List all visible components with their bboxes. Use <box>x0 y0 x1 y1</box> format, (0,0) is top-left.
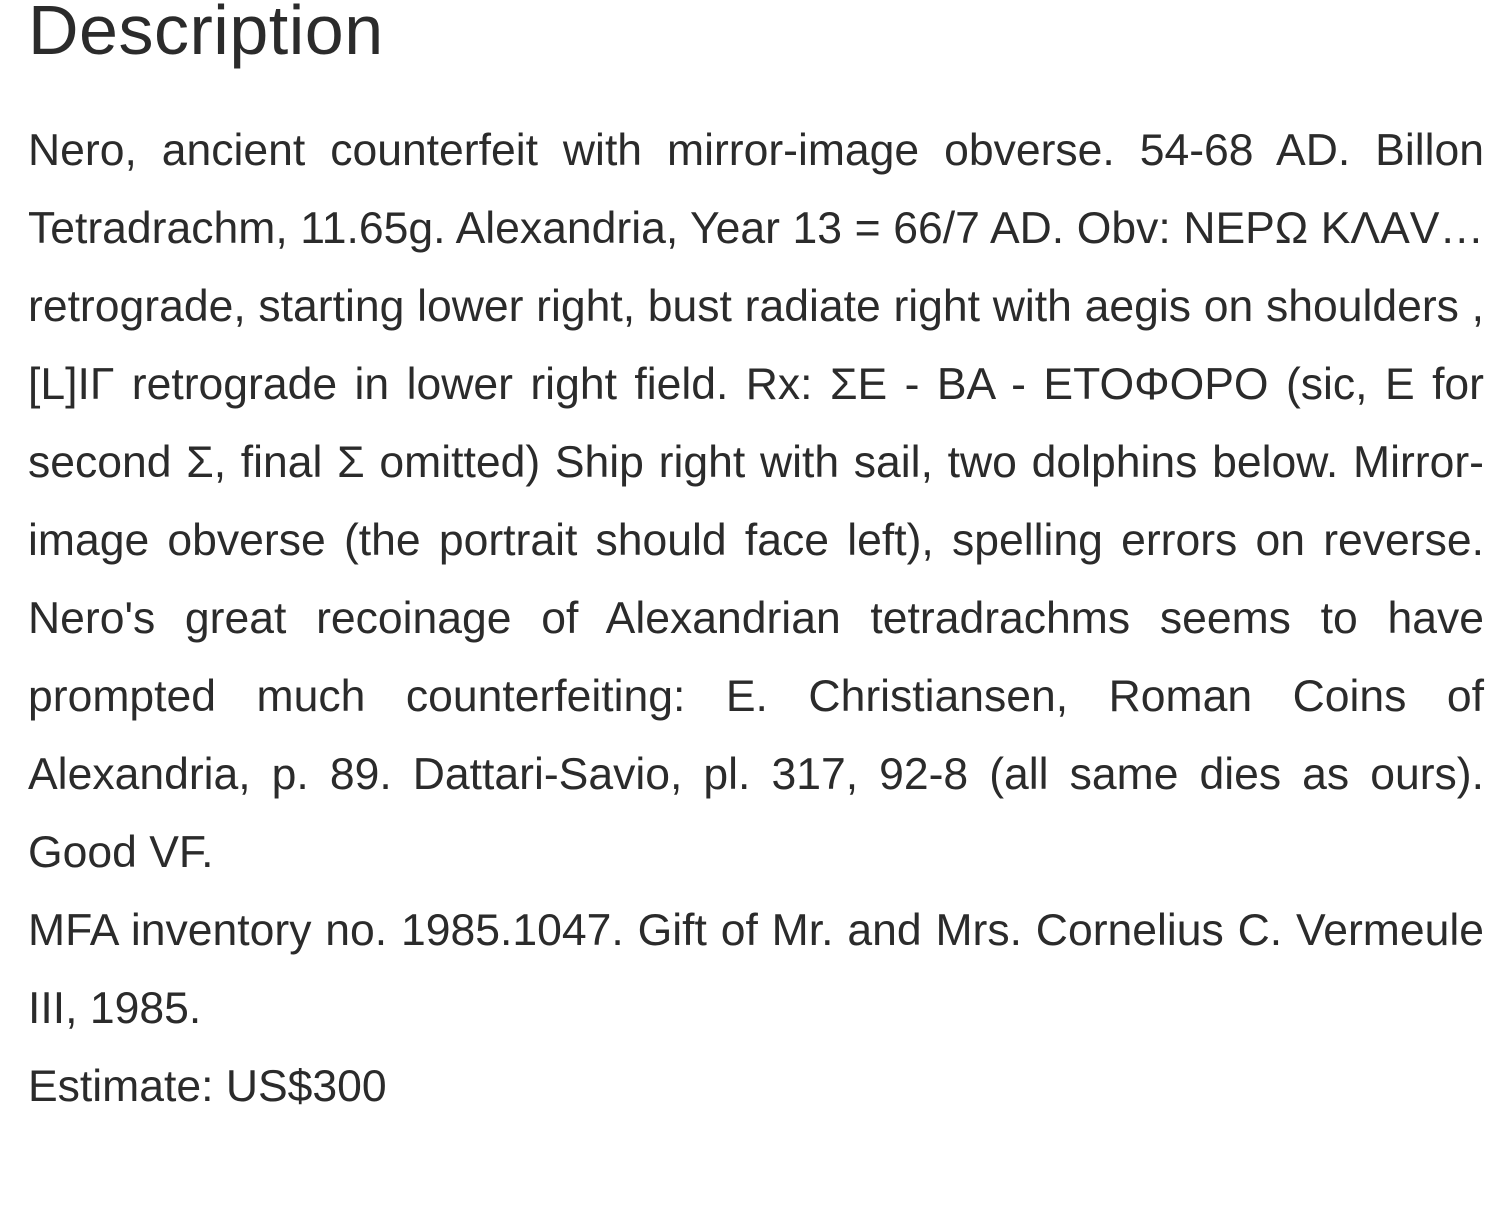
provenance-text: MFA inventory no. 1985.1047. Gift of Mr. and Mrs. Cornelius C. Vermeule III, 1985. <box>28 906 1484 1033</box>
section-heading: Description <box>28 0 384 69</box>
estimate-text: Estimate: US$300 <box>28 1062 387 1111</box>
lot-description-text: Nero, ancient counterfeit with mirror-image obverse. 54-68 AD. Billon Tetradrachm, 11.65g. Alexandria, Year 13 = 66/7 AD. Obv: ΝΕΡΩ ΚΛΑV…retrograde, starting lower right, bust radiate right with aegis on shoulders , [L]ΙΓ retrograde in lower right field. Rx: ΣΕ - ΒΑ - ΕΤΟΦΟΡΟ (sic, Ε for second Σ, final Σ omitted) Ship right with sail, two dolphins below. Mirror-image obverse (the portrait should face left), spelling errors on reverse. Nero's great recoinage of Alexandrian tetradrachms seems to have prompted much counterfeiting: E. Christiansen, Roman Coins of Alexandria, p. 89. Dattari-Savio, pl. 317, 92-8 (all same dies as ours). Good VF. <box>28 126 1484 877</box>
description-section <box>28 0 1484 1126</box>
